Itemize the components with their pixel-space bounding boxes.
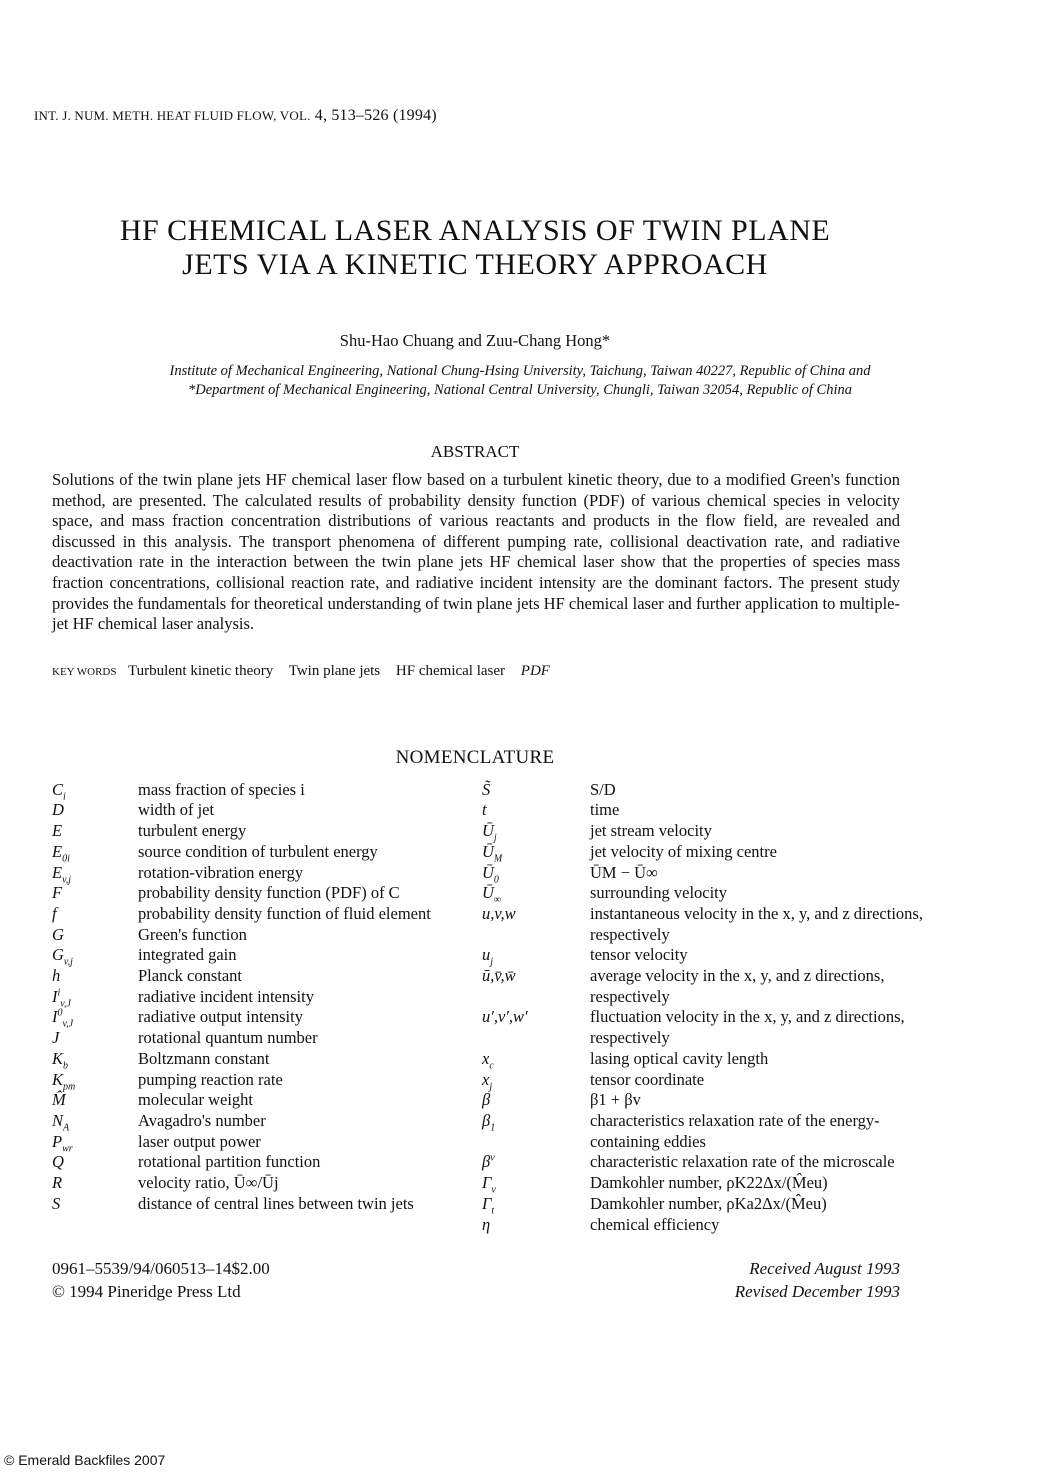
definition: Green's function <box>138 924 247 944</box>
definition: pumping reaction rate <box>138 1069 283 1089</box>
definition: S/D <box>590 779 616 799</box>
symbol <box>52 945 138 966</box>
symbol-base: f <box>52 903 57 923</box>
symbol <box>52 1090 138 1111</box>
nomenclature-entry <box>482 1215 925 1236</box>
nomenclature-entry <box>482 945 925 966</box>
symbol-base: Q <box>52 1152 64 1172</box>
nomenclature-entry <box>482 1049 925 1070</box>
definition: rotation-vibration energy <box>138 862 304 882</box>
definition: Damkohler number, ρKa2Δx/(M̂eu) <box>590 1193 827 1213</box>
symbol-base: Γ <box>482 1193 492 1213</box>
keyword: PDF <box>520 662 550 679</box>
nomenclature-left <box>52 780 460 1215</box>
symbol-subscript: v,J <box>60 998 71 1010</box>
nomenclature-entry <box>482 1007 925 1048</box>
nomenclature-entry <box>482 821 925 842</box>
symbol-subscript: j <box>490 956 494 968</box>
definition: instantaneous velocity in the x, y, and z directions, respectively <box>590 903 923 944</box>
symbol <box>52 925 138 946</box>
symbol-subscript: t <box>491 1205 495 1217</box>
definition: ŪM − Ū∞ <box>590 862 658 882</box>
nomenclature-entry <box>482 966 925 1007</box>
symbol <box>482 821 590 842</box>
nomenclature-entry <box>482 1173 925 1194</box>
nomenclature-entry <box>52 863 460 884</box>
symbol <box>482 1007 590 1048</box>
nomenclature-entry <box>52 1132 460 1153</box>
symbol-base: β <box>482 1090 491 1110</box>
nomenclature-entry <box>482 1152 925 1173</box>
symbol-subscript: b <box>63 1060 69 1072</box>
definition: rotational quantum number <box>138 1028 318 1048</box>
symbol-subscript: v,J <box>62 1018 74 1030</box>
nomenclature-heading: NOMENCLATURE <box>395 746 555 768</box>
symbol <box>52 987 138 1008</box>
keywords <box>52 661 1040 682</box>
nomenclature-entry <box>52 1007 460 1028</box>
symbol-base: K <box>52 1048 64 1068</box>
definition: Damkohler number, ρK22Δx/(M̂eu) <box>590 1173 828 1193</box>
nomenclature-entry <box>482 904 925 945</box>
symbol-base: u,v,w <box>482 903 516 923</box>
definition: source condition of turbulent energy <box>138 841 378 861</box>
symbol-subscript: wr <box>62 1143 73 1154</box>
title-line: HF CHEMICAL LASER ANALYSIS OF TWIN PLANE <box>119 214 831 247</box>
symbol-subscript: 0 <box>493 873 499 885</box>
nomenclature-entry <box>52 842 460 863</box>
definition: integrated gain <box>138 945 237 965</box>
symbol-base: Ū <box>482 821 494 841</box>
symbol <box>482 863 590 884</box>
symbol-base: Γ <box>482 1173 492 1193</box>
symbol-subscript: A <box>63 1122 70 1134</box>
symbol <box>52 821 138 842</box>
definition: lasing optical cavity length <box>590 1048 769 1068</box>
symbol <box>52 1111 138 1132</box>
symbol <box>52 863 138 884</box>
symbol <box>482 1049 590 1070</box>
symbol-base: β <box>482 1111 491 1130</box>
copyright: © 1994 Pineridge Press Ltd <box>52 1282 241 1302</box>
definition: distance of central lines between twin jets <box>138 1193 414 1213</box>
paper-title <box>40 214 910 282</box>
nomenclature-entry <box>52 1090 460 1111</box>
symbol-base: E <box>52 862 63 882</box>
nomenclature-entry <box>52 904 460 925</box>
volume-pages: 4, 513–526 (1994) <box>314 107 437 124</box>
symbol <box>482 1194 590 1215</box>
nomenclature-entry <box>482 863 925 884</box>
definition: radiative output intensity <box>138 1007 303 1027</box>
definition: jet stream velocity <box>590 821 712 841</box>
symbol-base: Ū <box>482 883 494 903</box>
nomenclature-entry <box>482 883 925 904</box>
nomenclature-right <box>482 780 925 1235</box>
definition: characteristics relaxation rate of the energy-containing eddies <box>590 1111 880 1151</box>
symbol-base: β <box>482 1152 491 1172</box>
definition: characteristic relaxation rate of the microscale <box>590 1152 895 1172</box>
symbol <box>482 1111 590 1152</box>
definition: molecular weight <box>138 1090 254 1110</box>
nomenclature-entry <box>52 1173 460 1194</box>
symbol <box>52 1049 138 1070</box>
symbol-base: C <box>52 779 64 799</box>
definition: fluctuation velocity in the x, y, and z directions, respectively <box>590 1007 905 1048</box>
definition: Planck constant <box>138 966 243 986</box>
symbol-base: E <box>52 841 63 861</box>
symbol-base: N <box>52 1111 64 1130</box>
symbol <box>482 904 590 945</box>
symbol <box>52 1028 138 1049</box>
nomenclature-entry <box>482 1194 925 1215</box>
symbol-subscript: j <box>489 1080 493 1092</box>
symbol-base: K <box>52 1069 64 1089</box>
symbol-superscript: v <box>490 1152 495 1164</box>
symbol-subscript: ∞ <box>493 894 502 906</box>
journal-name: INT. J. NUM. METH. HEAT FLUID FLOW, VOL. <box>34 108 311 123</box>
symbol-subscript: 1 <box>490 1122 496 1134</box>
nomenclature-entry <box>52 1070 460 1091</box>
symbol-base: I <box>52 1007 58 1027</box>
nomenclature-entry <box>52 780 460 801</box>
symbol-base: J <box>52 1028 60 1048</box>
nomenclature-entry <box>52 945 460 966</box>
symbol-base: x <box>482 1048 490 1068</box>
symbol-subscript: M <box>493 853 503 865</box>
symbol <box>52 904 138 925</box>
symbol-base: η <box>482 1214 491 1234</box>
definition: β1 + βv <box>590 1090 641 1110</box>
symbol-base: R <box>52 1173 63 1193</box>
definition: probability density function (PDF) of C <box>138 883 400 903</box>
definition: width of jet <box>138 800 215 820</box>
nomenclature-entry <box>52 1111 460 1132</box>
symbol <box>482 800 590 821</box>
bottom-block <box>52 1257 900 1303</box>
nomenclature-entry <box>482 842 925 863</box>
definition: surrounding velocity <box>590 883 728 903</box>
definition: mass fraction of species i <box>138 779 305 799</box>
keyword: Twin plane jets <box>288 662 381 679</box>
symbol <box>482 966 590 1007</box>
definition: jet velocity of mixing centre <box>590 841 777 861</box>
symbol-subscript: v,j <box>63 956 73 968</box>
abstract-heading: ABSTRACT <box>430 442 520 461</box>
nomenclature-entry <box>482 800 925 821</box>
symbol-base: S̃ <box>482 779 491 799</box>
symbol <box>52 1194 138 1215</box>
definition: time <box>590 800 620 820</box>
symbol <box>52 800 138 821</box>
symbol <box>482 1090 590 1111</box>
definition: tensor coordinate <box>590 1069 705 1089</box>
symbol <box>52 842 138 863</box>
title-line: JETS VIA A KINETIC THEORY APPROACH <box>182 248 768 281</box>
nomenclature-entry <box>52 821 460 842</box>
authors: Shu-Hao Chuang and Zuu-Chang Hong* <box>339 331 611 350</box>
symbol-base: u′,v′,w′ <box>482 1007 528 1027</box>
nomenclature-entry <box>52 987 460 1008</box>
symbol-base: D <box>52 800 64 820</box>
symbol-subscript: 0i <box>62 853 70 865</box>
symbol-subscript: i <box>63 791 66 803</box>
symbol <box>482 1215 590 1236</box>
symbol-base: x <box>482 1069 490 1089</box>
nomenclature-entry <box>52 1049 460 1070</box>
symbol-subscript: pm <box>63 1080 76 1092</box>
affiliation: Institute of Mechanical Engineering, National Chung-Hsing University, Taichung, Taiwan 40227, Republic of China and <box>169 363 871 379</box>
symbol-base: ū,v̄,w̄ <box>482 966 516 986</box>
symbol-base: Ū <box>482 862 494 882</box>
definition: average velocity in the x, y, and z directions, respectively <box>590 966 885 1006</box>
symbol-base: h <box>52 966 61 986</box>
definition: Avagadro's number <box>138 1111 266 1130</box>
symbol-base: u <box>482 945 491 965</box>
nomenclature-entry <box>52 1152 460 1173</box>
symbol-superscript: i <box>57 987 61 999</box>
keyword: HF chemical laser <box>395 662 506 679</box>
symbol-base: Ū <box>482 841 494 861</box>
affiliations <box>0 362 1040 400</box>
nomenclature-entry <box>482 780 925 801</box>
footer-credit: © Emerald Backfiles 2007 <box>4 1452 166 1468</box>
symbol-base: S <box>52 1193 61 1213</box>
received-date: Received August 1993 <box>749 1259 900 1279</box>
nomenclature-entry <box>482 1111 925 1152</box>
definition: rotational partition function <box>138 1152 321 1172</box>
symbol <box>52 1173 138 1194</box>
nomenclature-entry <box>482 1090 925 1111</box>
symbol <box>482 842 590 863</box>
symbol <box>482 883 590 904</box>
abstract-text: Solutions of the twin plane jets HF chemical laser flow based on a turbulent kinetic theory, due to a modified Green's function method, are presented. The calculated results of probability density function (PDF) of various chemical species in velocity space, and mass fraction concentration distributions of various reactants and products in the flow field, are revealed and discussed in this analysis. The transport phenomena of different pumping rate, collisional deactivation rate, and radiative deactivation rate in the interaction between the twin plane jets HF chemical laser show that the properties of species mass fraction concentrations, collisional reaction rate, and radiative incident intensity are the dominant factors. The present study provides the fundamentals for theoretical understanding of twin plane jets HF chemical laser and further application to multiple-jet HF chemical laser analysis. <box>52 470 900 634</box>
nomenclature-entry <box>52 1028 460 1049</box>
issn-code: 0961–5539/94/060513–14$2.00 <box>52 1259 270 1279</box>
symbol <box>52 1132 138 1153</box>
definition: velocity ratio, Ū∞/Ūj <box>138 1173 279 1193</box>
symbol-subscript: j <box>493 832 497 844</box>
affiliation: *Department of Mechanical Engineering, National Central University, Chungli, Taiwan 32054, Republic of China <box>187 382 852 398</box>
keyword: Turbulent kinetic theory <box>127 662 274 679</box>
symbol-base: G <box>52 945 64 965</box>
symbol-subscript: v <box>491 1184 496 1196</box>
symbol-base: P <box>52 1131 63 1151</box>
dates <box>735 1257 900 1303</box>
nomenclature-entry <box>52 925 460 946</box>
nomenclature-entry <box>52 883 460 904</box>
symbol <box>482 1070 590 1091</box>
symbol <box>482 1152 590 1173</box>
symbol-superscript: 0 <box>57 1007 63 1019</box>
nomenclature-entry <box>482 1070 925 1091</box>
definition: radiative incident intensity <box>138 986 314 1006</box>
symbol <box>52 966 138 987</box>
symbol-base: I <box>52 986 58 1006</box>
symbol <box>52 883 138 904</box>
definition: turbulent energy <box>138 821 247 841</box>
definition: chemical efficiency <box>590 1214 720 1234</box>
nomenclature-entry <box>52 966 460 987</box>
symbol-base: M̂ <box>52 1090 66 1110</box>
definition: Boltzmann constant <box>138 1048 270 1068</box>
revised-date: Revised December 1993 <box>734 1282 900 1302</box>
symbol <box>482 780 590 801</box>
symbol-subscript: v,j <box>62 873 72 885</box>
symbol-base: G <box>52 924 64 944</box>
keywords-label: KEY WORDS <box>52 665 117 678</box>
symbol <box>52 1152 138 1173</box>
nomenclature-entry <box>52 800 460 821</box>
symbol <box>482 1173 590 1194</box>
publication-code <box>52 1257 270 1303</box>
definition: laser output power <box>138 1131 261 1151</box>
journal-header <box>34 106 1040 126</box>
symbol-subscript: c <box>489 1060 494 1072</box>
symbol-base: F <box>52 883 63 903</box>
definition: probability density function of fluid element <box>138 903 431 923</box>
symbol <box>52 1070 138 1091</box>
symbol-base: E <box>52 821 63 841</box>
nomenclature <box>52 780 1040 1235</box>
definition: tensor velocity <box>590 945 688 965</box>
symbol <box>482 945 590 966</box>
symbol <box>52 780 138 801</box>
symbol-base: t <box>482 800 487 820</box>
symbol <box>52 1007 138 1028</box>
nomenclature-entry <box>52 1194 460 1215</box>
